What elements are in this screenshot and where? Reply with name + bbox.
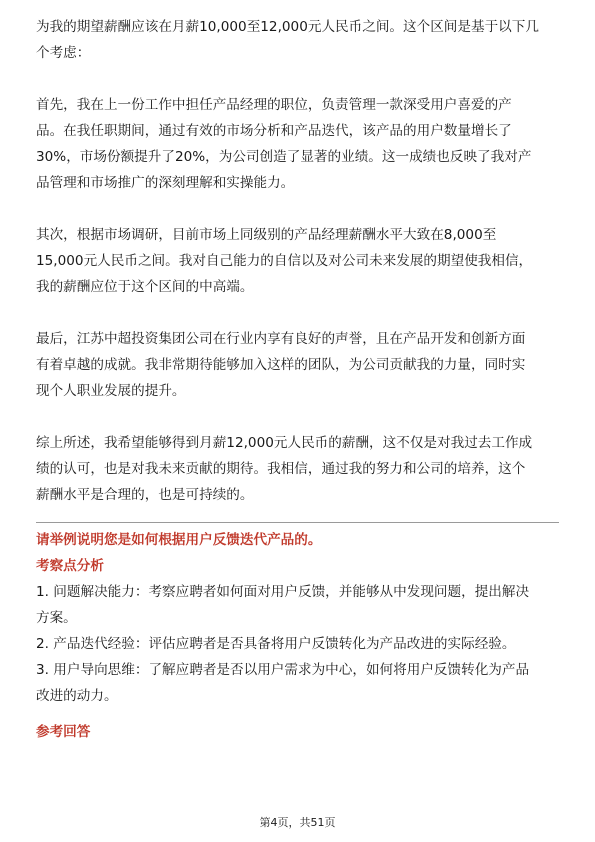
reference-answer-heading: 参考回答 bbox=[36, 724, 91, 740]
analysis-item: 1. 问题解决能力：考察应聘者如何面对用户反馈，并能够从中发现问题，提出解决 方案。 bbox=[36, 584, 530, 626]
analysis-item: 3. 用户导向思维：了解应聘者是否以用户需求为中心，如何将用户反馈转化为产品 改进的动力。 bbox=[36, 662, 530, 704]
interview-question: 请举例说明您是如何根据用户反馈迭代产品的。 bbox=[36, 532, 322, 548]
document-body bbox=[36, 14, 559, 745]
analysis-item: 2. 产品迭代经验：评估应聘者是否具备将用户反馈转化为产品改进的实际经验。 bbox=[36, 636, 516, 652]
analysis-heading: 考察点分析 bbox=[36, 558, 104, 574]
page-number: 第4页，共51页 bbox=[259, 816, 336, 829]
paragraph-intro: 为我的期望薪酬应该在月薪10,000至12,000元人民币之间。这个区间是基于以下几 个考虑： bbox=[36, 19, 539, 61]
paragraph-last: 最后，江苏中超投资集团公司在行业内享有良好的声誉，且在产品开发和创新方面 有着卓越的成就。我非常期待能够加入这样的团队，为公司贡献我的力量，同时实 现个人职业发展的提升。 bbox=[36, 331, 526, 399]
paragraph-first: 首先，我在上一份工作中担任产品经理的职位，负责管理一款深受用户喜爱的产 品。在我任职期间，通过有效的市场分析和产品迭代，该产品的用户数量增长了 30%，市场份额提升了20%，为公司创造了显著的业绩。这一成绩也反映了我对产 品管理和市场推广的深刻理解和实操能力。 bbox=[36, 97, 532, 191]
paragraph-summary: 综上所述，我希望能够得到月薪12,000元人民币的薪酬，这不仅是对我过去工作成 绩的认可，也是对我未来贡献的期待。我相信，通过我的努力和公司的培养，这个 薪酬水平是合理的，也是可持续的。 bbox=[36, 435, 533, 503]
paragraph-second: 其次，根据市场调研，目前市场上同级别的产品经理薪酬水平大致在8,000至 15,000元人民币之间。我对自己能力的自信以及对公司未来发展的期望使我相信， 我的薪酬应位于这个区间的中高端。 bbox=[36, 227, 533, 295]
section-divider bbox=[36, 522, 559, 523]
